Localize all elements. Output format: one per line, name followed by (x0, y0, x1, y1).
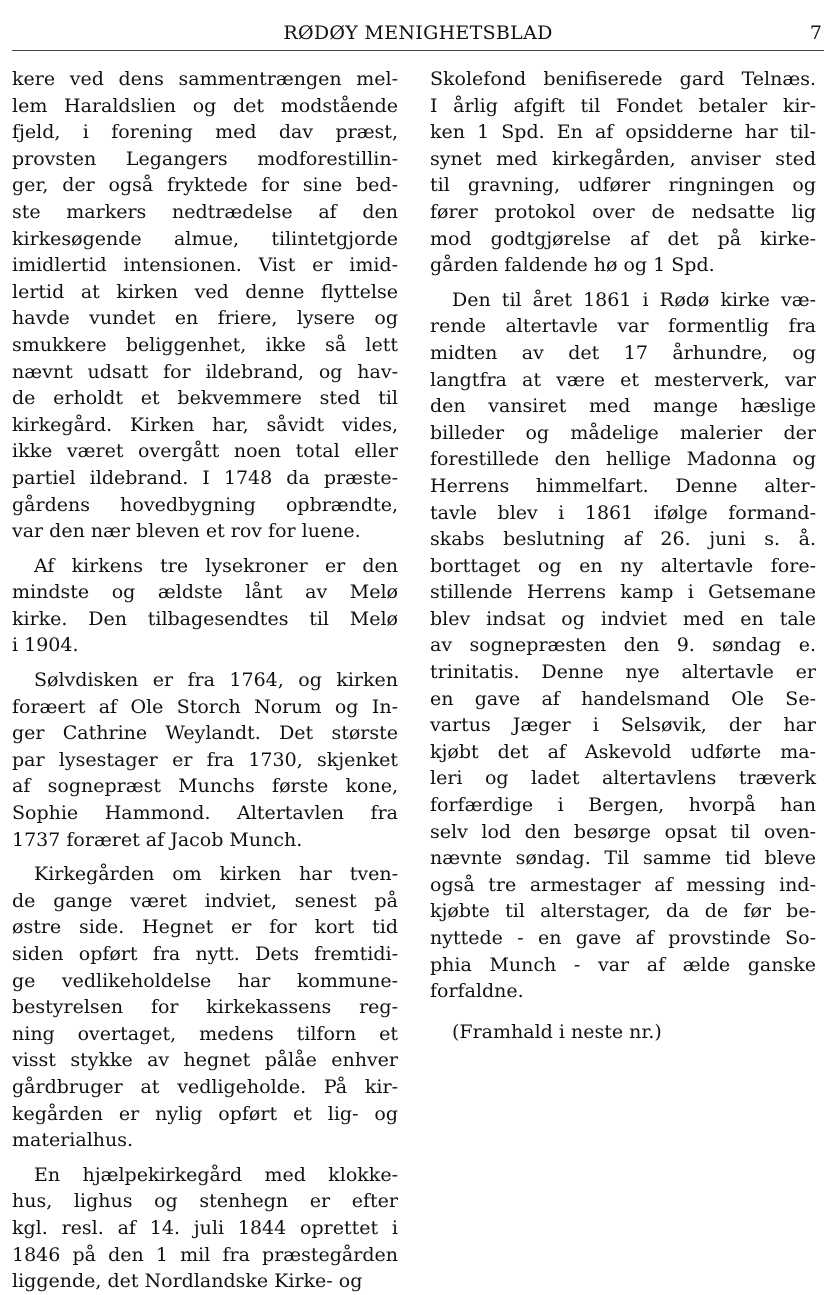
text-line: kjøbte til alterstager, da de før be- (430, 900, 816, 923)
text-line: smukkere beliggenhet, ikke så lett (12, 333, 398, 356)
text-line: selv lod den besørge opsat til oven- (430, 820, 816, 843)
continuation-note: (Framhald i neste nr.) (452, 1020, 662, 1043)
paragraph-gap (12, 659, 398, 667)
text-line: lertid at kirken ved denne flyttelse (12, 280, 398, 303)
text-line: borttaget og en ny altertavle fore- (430, 554, 816, 577)
text-line: i 1904. (12, 634, 79, 657)
page-number: 7 (809, 22, 822, 44)
paragraph (12, 1162, 398, 1295)
text-line: mod godtgjørelse af det på kirke- (430, 227, 816, 250)
text-line: Sophie Hammond. Altertavlen fra (12, 802, 398, 825)
text-line: de erholdt et bekvemmere sted til (12, 387, 398, 410)
text-line: Herrens himmelfart. Denne alter- (430, 474, 816, 497)
text-line: kjøbt det af Askevold udførte ma- (430, 740, 816, 763)
text-line: ken 1 Spd. En af opsidderne har til- (430, 121, 816, 144)
text-line: blev indsat og indviet med en tale (430, 607, 816, 630)
text-line: Sølvdisken er fra 1764, og kirken (34, 669, 398, 692)
text-line: ger, der også fryktede for sine bed- (12, 174, 398, 197)
text-line: af sognepræst Munchs første kone, (12, 775, 398, 798)
text-line: Af kirkens tre lysekroner er den (34, 554, 398, 577)
text-line: fører protokol over de nedsatte lig (430, 200, 816, 223)
text-line: tavle blev i 1861 ifølge formand- (430, 501, 816, 524)
text-line: billeder og mådelige malerier der (430, 421, 816, 444)
text-line: kegården er nylig opført et lig- og (12, 1102, 398, 1125)
text-line: partiel ildebrand. I 1748 da præste- (12, 466, 398, 489)
paragraph (12, 861, 398, 1154)
paragraph-gap (430, 1005, 816, 1019)
text-line: en gave af handelsmand Ole Se- (430, 687, 816, 710)
publication-title: RØDØY MENIGHETSBLAD (283, 22, 553, 44)
text-line: den vansiret med mange hæslige (430, 395, 816, 418)
paragraph (12, 553, 398, 659)
text-line: nyttede - en gave af provstinde So- (430, 927, 816, 949)
text-line: 1737 foræret af Jacob Munch. (12, 828, 303, 851)
text-line: visst stykke av hegnet pålåe enhver (12, 1049, 398, 1072)
text-line: ste markers nedtrædelse af den (12, 200, 398, 223)
text-line: siden opført fra nytt. Dets fremtidi- (12, 943, 398, 965)
text-line: 1846 på den 1 mil fra præstegården (12, 1243, 398, 1266)
text-line: mindste og ældste lånt av Melø (12, 581, 398, 604)
text-line: Kirkegården om kirken har tven- (34, 863, 398, 886)
text-line: ning overtaget, medens tilforn et (12, 1022, 398, 1045)
page-header (12, 20, 824, 48)
text-line: par lysestager er fra 1730, skjenket (12, 748, 398, 771)
paragraph (12, 66, 398, 545)
text-line: synet med kirkegården, anviser sted (430, 147, 816, 170)
text-line: fjeld, i forening med dav præst, (12, 121, 398, 144)
text-line: kgl. resl. af 14. juli 1844 oprettet i (12, 1216, 398, 1239)
left-text-column (12, 66, 398, 1295)
text-line: til gravning, udfører ringningen og (430, 174, 816, 197)
text-line: I årlig afgift til Fondet betaler kir- (430, 94, 816, 117)
text-line: nævnt udsatt for ildebrand, og hav- (12, 360, 398, 383)
text-line: skabs beslutning af 26. juni s. å. (430, 528, 816, 551)
text-line: kirke. Den tilbagesendtes til Melø (12, 607, 398, 630)
paragraph (430, 287, 816, 1005)
right-text-column (430, 66, 816, 1045)
text-line: forfaldne. (430, 980, 524, 1003)
text-line: ger Cathrine Weylandt. Det største (12, 722, 398, 745)
text-line: foræert af Ole Storch Norum og In- (12, 695, 398, 718)
text-line: gården faldende hø og 1 Spd. (430, 254, 715, 277)
text-line: havde vundet en friere, lysere og (12, 307, 398, 330)
text-line: kere ved dens sammentrængen mel- (12, 68, 398, 90)
text-line: også tre armestager af messing ind- (430, 873, 816, 896)
text-line: bestyrelsen for kirkekassens reg- (12, 996, 398, 1019)
text-line: gårdens hovedbygning opbrændte, (12, 493, 398, 516)
text-line: materialhus. (12, 1129, 134, 1152)
text-line: langtfra at være et mesterverk, var (430, 368, 816, 391)
text-line: provsten Legangers modforestillin- (12, 147, 398, 170)
text-line: ikke været overgått noen total eller (12, 440, 398, 463)
text-line: Skolefond benifiserede gard Telnæs. (430, 68, 816, 90)
paragraph (430, 66, 816, 279)
text-line: En hjælpekirkegård med klokke- (34, 1163, 398, 1186)
paragraph (12, 667, 398, 853)
text-line: gårdbruger at vedligeholde. På kir- (12, 1075, 398, 1098)
text-line: midten av det 17 århundre, og (430, 341, 816, 364)
text-line: rende altertavle var formentlig fra (430, 315, 816, 338)
paragraph-gap (12, 1154, 398, 1162)
text-line: phia Munch - var af ælde ganske (430, 953, 816, 976)
text-line: trinitatis. Denne nye altertavle er (430, 661, 816, 684)
text-line: av sognepræsten den 9. søndag e. (430, 634, 816, 657)
text-line: lem Haraldslien og det modstående (12, 94, 398, 117)
text-line: leri og ladet altertavlens træverk (430, 767, 816, 790)
text-line: nævnte søndag. Til samme tid bleve (430, 847, 816, 870)
text-line: østre side. Hegnet er for kort tid (12, 916, 398, 939)
paragraph-gap (12, 545, 398, 553)
text-line: Den til året 1861 i Rødø kirke væ- (452, 288, 816, 311)
text-line: kirkegård. Kirken har, såvidt vides, (12, 413, 398, 436)
text-line: vartus Jæger i Selsøvik, der har (430, 714, 816, 737)
text-line: var den nær bleven et rov for luene. (12, 520, 361, 543)
header-rule (12, 50, 824, 51)
text-line: ge vedlikeholdelse har kommune- (12, 969, 398, 992)
text-line: stillende Herrens kamp i Getsemane (430, 581, 816, 604)
text-line: forfærdige i Bergen, hvorpå han (430, 794, 816, 817)
paragraph-gap (12, 853, 398, 861)
paragraph-gap (430, 279, 816, 287)
text-line: forestillede den hellige Madonna og (430, 448, 816, 471)
text-line: kirkesøgende almue, tilintetgjorde (12, 227, 398, 250)
text-line: de gange været indviet, senest på (12, 889, 398, 912)
text-line: hus, lighus og stenhegn er efter (12, 1190, 398, 1213)
text-line: imidlertid intensionen. Vist er imid- (12, 254, 398, 277)
text-line: liggende, det Nordlandske Kirke- og (12, 1270, 363, 1293)
